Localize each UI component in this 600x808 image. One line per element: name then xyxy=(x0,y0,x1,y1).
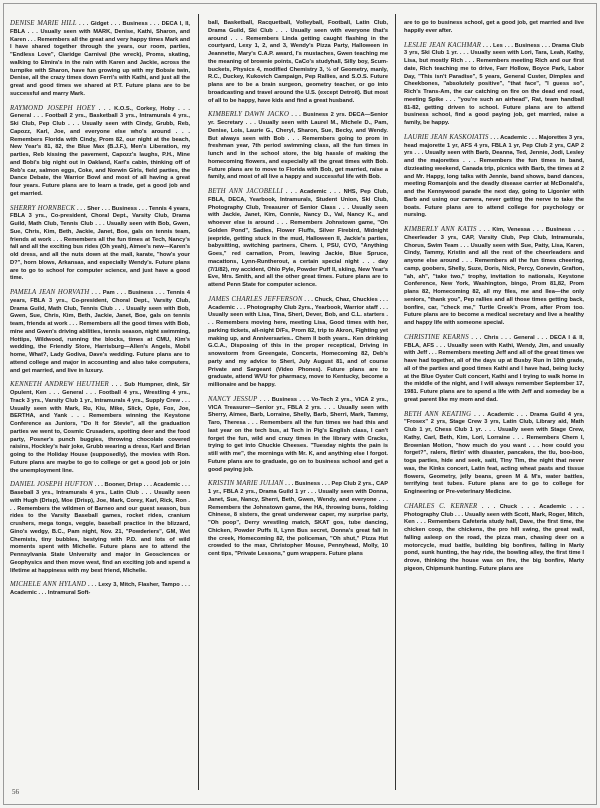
senior-write-up: . . . Pam . . . Business . . . Tennis 4 years, FBLA 3 yrs., Co-president, Choral Dept., Varsity Club, Drama Guild, Math Club, Tennis Club . . . Usually seen with Bob, Gwen, Sue, Chris, Kim, Beth, Jackie, Janet, Boe, gals on tennis team, friends at work . . . Remembers all the good times with Bob, mine and Gwen's driving abilities, tennis season, night swimming, Hottips, Wildwood, running the blocks, times at CMU, Kim's wedding, the Friendly Store, Harrisburg—Allen's Angels, Mobil home, What?, Lady Godiva, Dave's wedding. Future plans are to attend college and major in accounting and also take computers, and get married, and live in luxury. xyxy=(10,290,190,374)
senior-name: SHERRY HORNBECK xyxy=(10,204,76,212)
column-divider xyxy=(198,14,199,790)
senior-entry xyxy=(208,111,388,182)
senior-name: CHRISTINE KEARNS xyxy=(404,333,469,341)
senior-entry xyxy=(10,205,190,284)
senior-write-up: ball, Basketball, Racquetball, Volleyball, Football, Latin Club, Drama Guild, Ski Club . . . Usually seen with everyone that's around . . . Remembers Linda getting caught flashing in the courtyard, Lexy 1, 2, and 3, Wendy's Pizza Party, Halloween in Jeannette, Mary's C.A.P. award, I's mustaches, Gwen teaching me the meaning of brownie points, CaCo's studyhall, Silly boy, Scum-buckets, Physics 4, modified Chemistry 3, ½ of Geometry, manly, R.C., Duckey, Kukovich Campaign, Pep Rallies, and S.O.S. Future plans are to be a brain surgeon, geometry teacher, or go into broadcasting and travel around the U.S. (except Detroit). But most of all to be happy, have kids and find a great husband. xyxy=(208,20,388,104)
senior-name: KENNETH ANDREW HEUTHER xyxy=(10,381,109,389)
senior-entry xyxy=(404,20,584,36)
senior-write-up: . . . Academic . . . Majorettes 3 yrs, head majorette 1 yr, AFS 4 yrs, FBLA 1 yr, Pep Club 2 yrs, CAP 2 yrs . . . Usually seen with Barb, Deanna, Ted, Jennie, Jodi, Lesley and the majorettes . . . Remembers the fun times in band, dizzieating weekend, Canada trip, picnics with Barb, the times at 2 and Mr. Happy, long talks with Jennie, band shows, band dances, meeting Romanjois and the deadly disease carrier at McDonald's, and the Kennywood parade the next day, going to Ligonier with Barb and using our camera, never getting the nerve to take the boats. Future plans are to attend college for psychology or nursing. xyxy=(404,134,584,219)
senior-entry xyxy=(10,20,190,99)
senior-entry xyxy=(404,411,584,497)
senior-entry xyxy=(10,581,190,598)
senior-entry xyxy=(404,503,584,574)
page-number: 56 xyxy=(12,788,19,796)
senior-name: BETH ANN KEATING xyxy=(404,410,472,418)
senior-write-up: . . . Sub Humpner, dink, Sir Opulent, Ken . . . General . . . Football 4 yrs., Wrestling 4 yrs., Track 3 yrs., Varsity Club 1 yr., Intramurals 4 yrs., Supply Crew . . . Usually seen with Mark, Ru, Kiu, Mike, Slick, Opie, Fox, Joe, BERTHA, and Yank . . . Remembers winning the Keystone Conference as Juniors, "Do It for Stevie", all the graduation parties we went to, Cosmic Crusaders, spotting deer and the food party, Posner's punch buggies, throwing chocolate covered raisins, Hockley's hair joke, Grubb wearing a dress, Karl and Brian going to the Holiday House (supposedly), the movies with Ron. Future plans are maybe to go to college or get a good job or join the unemployment line. xyxy=(10,382,190,474)
senior-write-up: . . . Chris . . . General . . . DECA I & II, FBLA, AFS . . . Usually seen with Kathi, Wendy, Jim, and usually with Jeff . . . Remembers meeting Jeff and all of the great times we have had together, all of the days up at Busby Run in 10th grade, all of the parties and good times Kathi and I have had, being lucky at the Blue Oyster Cult concert, Kathi and I trying to walk home in the middle of the night, and I will always remember September 17, 1981. Future plans are to spend a life with Jeff and someday be a great parent like my mom and dad. xyxy=(404,334,584,403)
text-column-3 xyxy=(404,20,584,790)
senior-name: DANIEL JOSEPH HUFTON xyxy=(10,481,93,489)
senior-entry xyxy=(10,481,190,575)
senior-entry xyxy=(208,480,388,559)
senior-name: LESLIE JEAN KACHMAR xyxy=(404,41,482,49)
senior-write-up: . . . Business . . . Vo-Tech 2 yrs., VICA 2 yrs., VICA Treasurer—Senior yr., FBLA 2 yrs. . . . Usually seen with Sherry, Aimee, Barb, Lorraine, Shelly, Barb, Sherri, Mark, Tammy, Taro, Theresa . . . Remembers all the fun times we had this and last year on the tech bus, at Tech in Pig's English class, I can't forget the fun, wild and crazy times in the library with Cracks, trying to get into Chuckie Cheeses. "Tuesday nights the pain is still with me", the mornings with Mr. K, and anything else I forgot. Future plans are to graduate, go on to business school and get a good paying job. xyxy=(208,396,388,473)
senior-write-up: . . . Academic . . . NHS, Pep Club, FBLA, DECA, Yearbook, Intramurals, Student Union, Ski Club, Photography Club, Treasurer of Senior Class . . . Usually seen with Jackie, Janet, Kim, Connie, Nancy D., Val, Nancy K., and whoever else is around . . . Remembers Johnstown game, "On Golden Pond", Sadies, Flower Fluffs, Silver Firebird, Midnight jeepride, getting stuck in the mud, Halloween II, Jackie's parties, babysitting, switching partners, Chem. I, PSU, CYO, "Anything Goes," red carnation, Prom, leaving Jackie, Blue Spruce, macattons, Lynn-Runtherout, a certain special night . . . day (7/1/82), my accident, Ohio Pyle, Powder Puff II, skiing, New Year's Eve, Mrs. Smith, and all the other great times. Future plans are to attend Penn State for computer science. xyxy=(208,189,388,288)
text-column-2 xyxy=(208,20,388,790)
senior-name: KIMBERLY DAWN JACKO xyxy=(208,111,290,119)
senior-entry xyxy=(404,334,584,405)
senior-write-up: . . . Lexy 3, Mitch, Flasher, Tampo . . . Academic . . . Intramural Soft- xyxy=(10,582,190,596)
senior-entry xyxy=(404,134,584,220)
senior-name: MICHELE ANN HYLAND xyxy=(10,581,87,589)
senior-name: BETH ANN JACOBELLI xyxy=(208,188,283,195)
senior-name: KIMBERLY ANN KATIS xyxy=(404,226,477,233)
senior-name: NANCY JESSUP xyxy=(208,395,258,403)
text-column-1 xyxy=(10,20,190,790)
senior-name: CHARLES C. KERNER xyxy=(404,502,478,510)
senior-entry xyxy=(10,289,190,375)
senior-name: DENISE MARIE HILL xyxy=(10,20,77,27)
senior-write-up: . . . Sher . . . Business . . . Tennis 4 years, FBLA 3 yrs., Co-president, Choral Dept., Varsity Club, Drama Guild, Math Club, Tennis Club . . . Usually seen with Bob, Gwen, Sue, Chris, Kim, Beth, Jackie, Janet, Boe, gals on tennis team, friends at work . . . Remembers all the fun times at Tech, Nancy's fall and all the exciting bus rides (Oh yeah), Aimee's new—Karen's old dress, and all the nuts down at the mall, karate, "how's your D?", horn blows, Arkansas, and especially Wendy's. Future plans are to go to school for computer science, and just have a good time. xyxy=(10,205,190,282)
senior-name: LAURIE JEAN KASKOIATIS xyxy=(404,133,489,141)
senior-write-up: . . . Academic . . . Drama Guild 4 yrs, "Frosex" 2 yrs, Stage Crew 3 yrs, Latin Club, Library aid, Math Club 1 yr, Chess Club 1 yr. . . . Usually seen with Stage Crew, Kathy, Carl, Beth, Kim, Lori, Lorraine . . . Remembers Chem I, Brownian Motion, "how much do you want . . . how could you forget?", ralers, flirtin' with disaster, pancakes, the tlu, boo-boo, toga parties, hide and seek, saiti, Tiny Tim, the night that never was, the Kinks concert, Latin feat, acting wheat pasts and tissue flowers, Geometry, jelly beans, green M & M's, water battles, terrifying test tubes. Future plans are to go to college for Engineering or Pre-veterinary Medicine. xyxy=(404,411,584,495)
senior-entry xyxy=(404,42,584,128)
senior-write-up: . . . Business . . . Pep Club 2 yrs., CAP 1 yr., FBLA 2 yrs., Drama Guild 1 yr . . . Usually seen with Donna, Janet, Sue, Nancy, Sherri, Beth, Gwen, Wendy, and everyone . . . Remembers the Johnstown game, the HA, throwing buns, folding Chinese, 8 sisters, the great underwear caper, my surprise party, "Oh poop", Derry wrestling match, SKAT gos, tube dancing, Chicken, Powder Puffs II, Lynn Bus secret, Donna's great fall in the creek, Homecoming 82, the policeman, "Oh shut," Pizza Hut crowded to the max, Christopher Mouse, Pennyhead, Molly, 10 cent tips, "Private Lessons," gum wrappers. Future plans xyxy=(208,481,388,557)
senior-name: PAMELA JEAN HORVATH xyxy=(10,289,90,296)
senior-entry xyxy=(404,226,584,328)
column-divider xyxy=(395,14,396,790)
senior-write-up: . . . Chuck, Chaz, Chuckies . . . Academic . . . Photography Club 2yrs., Yearbook, Warrior staff . . . Usually seen with Lisa, Tina, Sheri, Dever, Bob, and C.L. starters . . . Remembers moving here, meeting Lisa, Good times with her, parking tickets, all-night D/Fs, Prom 82, trip to Akron, Fighting yet making up, and Anniversaries.. Chem II both years.. Ken drinking G.C.A., Disposing of this in the proper receptical, Driving in snowstorm from Greengate, Concerts, Homecoming 82, Deb's party and my advice to Sheri, July August 81, and of course Private and Sargeant (Video Phones). Future plans are to graduate, attend WVU for pharmacy, move to Kentucky, become a millionaire and be happy. xyxy=(208,296,388,388)
senior-name: RAYMOND JOSEPH HOEY xyxy=(10,104,96,112)
senior-entry xyxy=(208,20,388,105)
senior-name: KRISTIN MARIE JULIAN xyxy=(208,480,284,488)
senior-write-up: are to go to business school, get a good job, get married and live happily ever after. xyxy=(404,20,584,34)
senior-write-up: . . . Les . . . Business . . . Drama Club 3 yrs, Ski Club 1 yr. . . . Usually seen with Lori, Tara, Leah, Kathy, Lisa, but mostly Rich . . . Remembers meeting Rich and our first date, Rich teaching me to drive, Farr Hollow, Boyce Park, Labor Day, "This isn't Paradise", 5 years, General Custer, Dimples and Cheekbones, "absolutely positive", "that face", "I guess so", Rich's Trans-Am, the car catching on fire on the dead end road, meeting Spike . . . "you're such an airhead", Rat, team handball 81-82, getting driven to school. Future plans are to attend business school, find a good paying job, get married, raise a family, be happy. xyxy=(404,42,584,126)
senior-write-up: . . . Kim, Venessa . . . Business . . . Cheerleader 3 yrs, CAP, Varsity Club, Pep Club, Intramurals, Chorus, Swim Team . . . Usually seen with Sue, Patty, Lisa, Karen, Cindy, Tammy, Kristin and all the rest of the cheerleaders and anyone else around . . . Remembers all the fun times cheering, camp, goobers, Shelly, Suze, Doris, Nick, Percy, Conevin, Grafton, "ah, ah", "take two," trophy, invitation to nationals, Keystone Conference, New York, Washington, bingo, Prom 81,82, Prom plans 82, Homecoming 82, all my files, me and Ilea—the only seniors, "thank you", Pep rallies and all those times getting back, bonfire, car, "check me," Turtle Creek's Prom, after Prom too. Future plans are to become a medical secretary and live a healthy and happy life with someone special. xyxy=(404,227,584,326)
senior-entry xyxy=(208,188,388,290)
senior-entry xyxy=(208,396,388,475)
senior-entry xyxy=(10,381,190,475)
senior-write-up: . . . Gidget . . . Business . . . DECA I, II, FBLA . . . Usually seen with MARK, Denise, Kathi, Sharon, and Karen . . . Remembers all the great and very happy times Mark and I have shared together through the years, our room, parties, "Endless Love", Claridge Carnival (the wreck), Proms, skating, walking to Elmira's in the rain with Karen and Jackie, across the turnpike with Sharon, have fun growing up with my Bobsie twin, Denise, all the crazy times down Ferri's with Kathi, and just all the great and good times we shared at P.T. Future plans are to be successful and marry Mark. xyxy=(10,21,190,97)
senior-entry xyxy=(10,105,190,199)
senior-write-up: . . . Chuck . . . Academic . . . Photography Club . . . Usually seen with Scott, Mark, Roger, Mitch, Ken . . . Remembers Cafeteria study hall, Dave, the first time, the chicken coop, the chickens, the pro hill swing, the great wall, falling asleep on the road, the pizza man, chasing deer on a motorcycle, mud battle, building big bonfires, falling in Marty pond, sunk hunting, the hay ride, the bowling alley, the first time I drove, thinking the house was on fire, the big bonfire, Marty pigeon, Chipmunk hunting. Future plans are xyxy=(404,503,584,572)
senior-write-up: . . . Business 2 yrs. DECA—Senior yr. Secretary . . . Usually seen with Laurel M., Michele D., Pam, Denise, Lois, Laurie G., Cheryl, Sharon, Sue, Becky, and Wendy. But always seen with Bob . . . Remembers going to prom in freshman year, 7th period swimming class, all the fun times in lunch and in the school store, the big hassle of making the homecoming flowers, and especially all the great times with Bob. Future plans are to move to Florida with Bob, get married, raise a family, and most of all live a happy and successful life with Bob. xyxy=(208,112,388,181)
senior-write-up: . . . K.O.S., Corkey, Hoby . . . General . . . Football 2 yrs., Basketball 3 yrs., Intramurals 4 yrs., Ski Club, Pep Club . . . Usually seen with Cindy, Grubb, Reb, Capozz, Karl, Joe, and everyone else who's around . . . Remembers Florida with Cindy, Prom 82, our night at the beach, New Year's 81, 82, the Blue Max (B.J.F.), Men's Liberation, my parties, Reb kissing the pavement, Capozz's laughs, P.H., Mine and Bobi's big night out in Oakland, Karl's cabin, thinking off of Reb's car, salmon eggs, Coke, and Norwin Girls, field parties, the Dance Debate, the Warrior Bowl and most of all having a great four years. Future plans are to learn a trade, get a good job and get married. xyxy=(10,105,190,197)
senior-entry xyxy=(208,296,388,390)
senior-name: JAMES CHARLES JEFFERSON xyxy=(208,295,303,303)
senior-write-up: . . . Booner, Drisp . . . Academic . . . Baseball 3 yrs., Intramurals 4 yrs., Latin Club . . . Usually seen with Hugh (Drisp), Moe (Drisp), Joe, Mark, Corey, Karl, Rick, Ron . . . Remembers the wildmen of Barneo and our guest season, bus rides to the Varsity Baseball games, rocket rides, cranium crushers, mega tongs, veggie, baseball practice in the blizzard, Gino's wedgy, B.C., Pam night, Nov. 21, "Powderiers", GM, Wet Chemists, tiny bubbles, bestying with P.D. and lots of wild moments spent with Michelle. Future plans are to attend the Pennsylvania State University and major in Geosciences or Geophysics and then move west, find an exciting job and spend a lifetime at happiness with my best friend, Michelle. xyxy=(10,482,190,574)
